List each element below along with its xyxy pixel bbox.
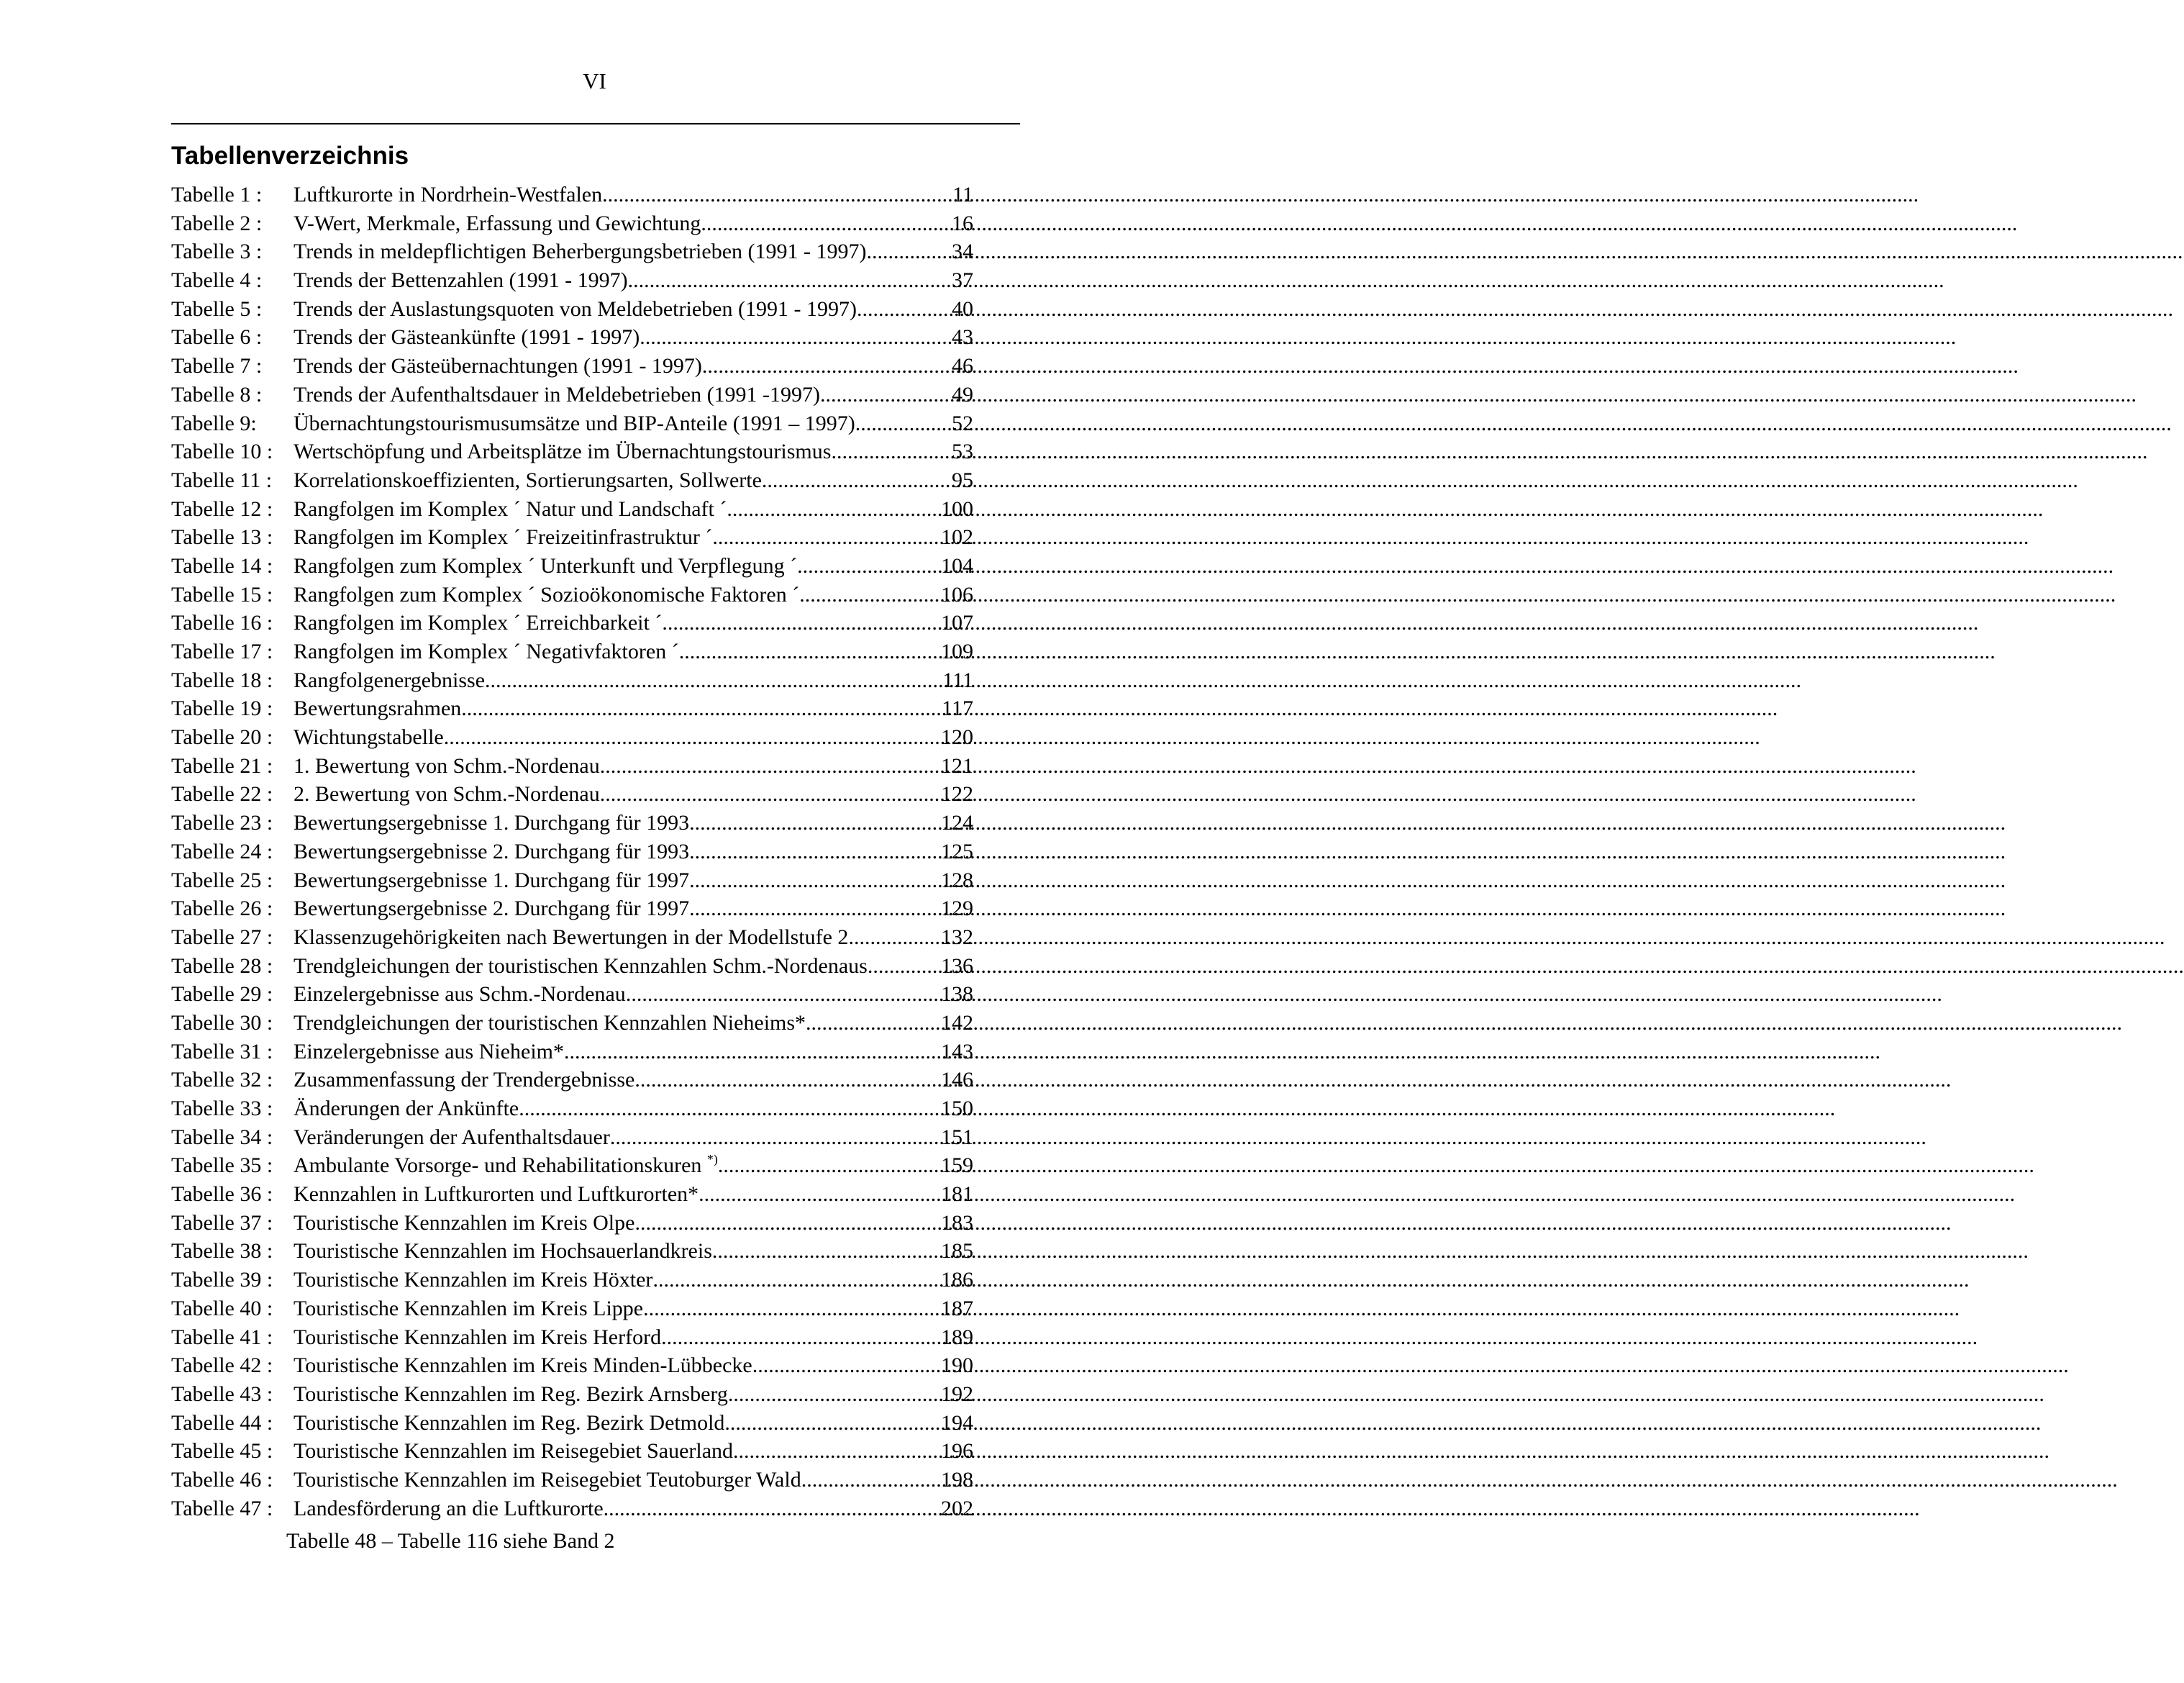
toc-entry-label: Tabelle 4 : [171,268,263,293]
toc-entry-title [294,1437,733,1466]
dot-leader [662,609,941,638]
toc-entry [171,209,973,238]
toc-entry-title-text: Rangfolgenergebnisse [294,668,486,692]
toc-entry-label: Tabelle 33 : [171,1097,273,1120]
toc-entry-label: Tabelle 41 : [171,1325,273,1349]
toc-entry-page: 100 [941,496,973,521]
toc-entry-label: Tabelle 26 : [171,897,273,921]
toc-entry-title-text: Einzelergebnisse aus Nieheim* [294,1039,564,1063]
toc-entry-label: Tabelle 25 : [171,868,273,892]
toc-entry-label: Tabelle 30 : [171,1010,273,1035]
toc-entry-title-text: Touristische Kennzahlen im Kreis Olpe [294,1210,635,1235]
toc-entry [171,1437,973,1466]
dot-leader [602,181,952,209]
toc-entry-page: 183 [941,1210,973,1235]
toc-entry-title-text: Trends der Aufenthaltsdauer in Meldebetrieben (1991 -1997) [294,382,821,407]
dot-leader [724,1409,941,1438]
toc-entry-title [294,1066,634,1094]
toc-entry-title-text: Touristische Kennzahlen im Reg. Bezirk Arnsberg [294,1382,728,1406]
toc-entry-title [294,666,485,695]
toc-entry-title [294,466,762,495]
toc-entry-label: Tabelle 14 : [171,553,273,578]
toc-entry-title-text: Trends der Gästeankünfte (1991 - 1997) [294,325,640,350]
toc-entry-label: Tabelle 34 : [171,1125,273,1149]
toc-entry-title-text: Bewertungsergebnisse 2. Durchgang für 1993 [294,839,690,863]
toc-entry-title [294,866,689,895]
toc-entry-label: Tabelle 35 : [171,1153,273,1178]
toc-entry-title-text: Touristische Kennzahlen im Kreis Höxter [294,1268,653,1292]
toc-entry [171,1209,973,1238]
toc-entry-page: 11 [952,183,973,207]
page-number: VI [583,68,606,94]
toc-entry-label: Tabelle 9: [171,411,257,435]
toc-entry-page: 132 [941,925,973,949]
toc-entry-label: Tabelle 20 : [171,725,273,750]
dot-leader [634,1209,941,1238]
toc-entry-title-text: Trends der Auslastungsquoten von Meldebetrieben (1991 - 1997) [294,296,857,321]
toc-entry-page: 185 [941,1239,973,1264]
toc-entry [171,838,973,866]
toc-entry-title-text: Touristische Kennzahlen im Kreis Minden-Lübbecke [294,1353,752,1378]
toc-entry-title-text: Rangfolgen im Komplex ´ Freizeitinfrastruktur ´ [294,525,713,550]
dot-leader [689,894,941,923]
toc-entry-label: Tabelle 5 : [171,296,263,321]
toc-entry-label: Tabelle 29 : [171,982,273,1007]
toc-entry [171,752,973,781]
toc-entry-page: 121 [941,753,973,778]
dot-leader [831,437,952,466]
dot-leader [799,581,941,609]
toc-entry-title [294,1380,728,1409]
dot-leader [689,838,941,866]
dot-leader [867,237,952,266]
toc-entry-title-text: Einzelergebnisse aus Schm.-Nordenau [294,982,626,1007]
toc-entry-title-text: Wichtungstabelle [294,725,444,750]
toc-entry-title [294,581,799,609]
toc-entry-title-text: Touristische Kennzahlen im Kreis Herford [294,1325,662,1349]
dot-leader [848,923,941,952]
toc-entry-title [294,1237,712,1266]
toc-entry-page: 187 [941,1296,973,1320]
toc-entry-title [294,352,702,381]
toc-entry-page: 159 [941,1153,973,1178]
toc-entry [171,666,973,695]
toc-entry-title-text: Touristische Kennzahlen im Reisegebiet Teutoburger Wald [294,1467,801,1492]
volume-note: Tabelle 48 – Tabelle 116 siehe Band 2 [286,1529,615,1553]
toc-entry-label: Tabelle 19 : [171,697,273,721]
toc-entry-title-text: Bewertungsrahmen [294,697,462,721]
toc-entry-label: Tabelle 22 : [171,782,273,807]
toc-entry [171,1351,973,1380]
toc-entry-page: 106 [941,582,973,607]
toc-entry [171,1466,973,1494]
toc-entry-title [294,894,689,923]
toc-entry [171,1494,973,1523]
dot-leader [797,552,941,581]
toc-entry-title [294,1494,604,1523]
toc-entry-title [294,1151,718,1180]
toc-entry-page: 189 [941,1325,973,1349]
toc-entry-label: Tabelle 16 : [171,611,273,635]
toc-entry-label: Tabelle 2 : [171,211,263,235]
toc-entry-title [294,266,628,295]
toc-entry-page: 150 [941,1097,973,1120]
toc-entry-title-text: Trends der Bettenzahlen (1991 - 1997) [294,268,628,293]
dot-leader [661,1323,941,1352]
dot-leader [855,409,952,438]
toc-entry [171,1266,973,1294]
dot-leader [820,381,952,409]
toc-entry [171,466,973,495]
toc-entry-label: Tabelle 47 : [171,1496,273,1520]
toc-entry-title-text: Wertschöpfung und Arbeitsplätze im Übernachtungstourismus [294,440,832,464]
toc-entry-label: Tabelle 37 : [171,1210,273,1235]
toc-entry [171,1038,973,1066]
toc-entry-title [294,780,600,809]
toc-entry-label: Tabelle 10 : [171,440,273,464]
toc-entry-title-text: Rangfolgen im Komplex ´ Erreichbarkeit ´ [294,611,663,635]
toc-entry-title [294,923,848,952]
toc-entry-page: 37 [952,268,973,293]
toc-entry-title [294,838,689,866]
toc-entry-title [294,323,640,352]
toc-entry [171,1094,973,1123]
toc-entry-page: 186 [941,1268,973,1292]
toc-entry-label: Tabelle 44 : [171,1410,273,1435]
toc-entry-page: 49 [952,382,973,407]
toc-entry-page: 146 [941,1068,973,1092]
toc-entry [171,495,973,524]
toc-entry-title [294,809,689,838]
toc-entry [171,952,973,981]
toc-entry [171,181,973,209]
toc-entry [171,638,973,666]
toc-entry-title [294,609,662,638]
toc-entry-title [294,723,444,752]
toc-entry-label: Tabelle 24 : [171,839,273,863]
toc-entry-page: 52 [952,411,973,435]
toc-entry-title-text: Übernachtungstourismusumsätze und BIP-Anteile (1991 – 1997) [294,411,855,435]
toc-entry-page: 192 [941,1382,973,1406]
toc-entry-label: Tabelle 3 : [171,240,263,264]
toc-entry-label: Tabelle 13 : [171,525,273,550]
toc-entry [171,1237,973,1266]
toc-entry-page: 196 [941,1439,973,1464]
dot-leader [689,809,941,838]
footnote-marker: *) [706,1152,718,1167]
toc-entry [171,1066,973,1094]
toc-entry [171,409,973,438]
toc-entry-page: 142 [941,1010,973,1035]
toc-entry-title [294,1294,643,1323]
toc-entry-page: 198 [941,1467,973,1492]
toc-entry-label: Tabelle 6 : [171,325,263,350]
dot-leader [857,295,952,324]
toc-entry [171,723,973,752]
toc-entry-title-text: Veränderungen der Aufenthaltsdauer [294,1125,610,1149]
toc-entry-title [294,181,602,209]
toc-entry-label: Tabelle 39 : [171,1268,273,1292]
toc-entry-title-text: Bewertungsergebnisse 2. Durchgang für 1997 [294,897,690,921]
dot-leader [564,1038,941,1066]
toc-entry-page: 40 [952,296,973,321]
dot-leader [640,323,952,352]
toc-entry-title [294,552,797,581]
toc-entry [171,1323,973,1352]
toc-entry [171,609,973,638]
toc-entry-title [294,1351,752,1380]
toc-entry-page: 43 [952,325,973,350]
toc-entry-title-text: Klassenzugehörigkeiten nach Bewertungen in der Modellstufe 2 [294,925,849,949]
toc-entry-title-text: Touristische Kennzahlen im Reg. Bezirk Detmold [294,1410,725,1435]
dot-leader [718,1151,941,1180]
toc-entry-label: Tabelle 28 : [171,953,273,978]
toc-entry-page: 143 [941,1039,973,1063]
dot-leader [519,1094,941,1123]
toc-entry-page: 46 [952,354,973,378]
toc-entry-label: Tabelle 18 : [171,668,273,692]
toc-entry-label: Tabelle 21 : [171,753,273,778]
toc-entry-page: 53 [952,440,973,464]
toc-entry-title [294,437,831,466]
toc-entry-title [294,409,855,438]
dot-leader [610,1123,941,1152]
toc-entry [171,1294,973,1323]
toc-entry-page: 136 [941,953,973,978]
toc-entry-title-text: Bewertungsergebnisse 1. Durchgang für 1993 [294,811,690,835]
toc-entry-title [294,1009,806,1038]
dot-leader [728,1380,941,1409]
dot-leader [806,1009,941,1038]
toc-entry-title [294,1266,652,1294]
toc-entry-title [294,381,820,409]
dot-leader [699,1180,941,1209]
toc-entry-page: 95 [952,468,973,492]
toc-entry-title [294,1466,801,1494]
dot-leader [461,694,942,723]
toc-entry-page: 109 [941,640,973,663]
toc-entry-page: 128 [941,868,973,892]
dot-leader [652,1266,941,1294]
toc-entry [171,894,973,923]
toc-entry-label: Tabelle 36 : [171,1182,273,1207]
toc-entry [171,437,973,466]
toc-entry-label: Tabelle 45 : [171,1439,273,1464]
toc-entry-title-text: Trends in meldepflichtigen Beherbergungsbetrieben (1991 - 1997) [294,240,867,264]
toc-entry-title-text: Ambulante Vorsorge- und Rehabilitationskuren [294,1153,702,1178]
toc-entry-title [294,237,867,266]
toc-entry-title-text: V-Wert, Merkmale, Erfassung und Gewichtung [294,211,701,235]
toc-entry [171,323,973,352]
toc-entry-title [294,523,712,552]
toc-entry-title-text: 1. Bewertung von Schm.-Nordenau [294,753,600,778]
toc-entry [171,1009,973,1038]
toc-entry-label: Tabelle 1 : [171,183,263,207]
toc-entry-title [294,1180,699,1209]
toc-entry [171,266,973,295]
toc-entry-title-text: Trends der Gästeübernachtungen (1991 - 1997) [294,354,702,378]
toc-entry-page: 194 [941,1410,973,1435]
toc-entry [171,694,973,723]
toc-entry-page: 107 [941,611,973,635]
dot-leader [689,866,941,895]
dot-leader [712,523,941,552]
dot-leader [634,1066,941,1094]
toc-entry-label: Tabelle 32 : [171,1068,273,1092]
page-heading: Tabellenverzeichnis [171,142,409,170]
toc-entry-label: Tabelle 31 : [171,1039,273,1063]
toc-entry-page: 202 [941,1496,973,1520]
toc-entry-title-text: Rangfolgen im Komplex ´ Natur und Landschaft ´ [294,496,727,521]
toc-entry-label: Tabelle 27 : [171,925,273,949]
toc-entry-title-text: Touristische Kennzahlen im Hochsauerlandkreis [294,1239,712,1264]
toc-entry-label: Tabelle 8 : [171,382,263,407]
toc-entry-title-text: Trendgleichungen der touristischen Kennzahlen Nieheims* [294,1010,806,1035]
toc-entry-label: Tabelle 40 : [171,1296,273,1320]
toc-entry-label: Tabelle 38 : [171,1239,273,1264]
dot-leader [604,1494,941,1523]
toc-entry-page: 190 [941,1353,973,1378]
toc-entry [171,237,973,266]
toc-entry-page: 124 [941,811,973,835]
toc-entry-page: 104 [941,553,973,578]
toc-entry-title-text: Rangfolgen im Komplex ´ Negativfaktoren ´ [294,640,679,663]
toc-entry-label: Tabelle 15 : [171,582,273,607]
toc-entry [171,1380,973,1409]
toc-entry-page: 151 [941,1125,973,1149]
toc-entry-title [294,980,626,1009]
toc-entry-label: Tabelle 17 : [171,640,273,663]
dot-leader [444,723,941,752]
toc-entry-label: Tabelle 11 : [171,468,273,492]
toc-entry-title [294,1409,724,1438]
toc-entry-title [294,752,600,781]
toc-entry [171,980,973,1009]
toc-entry-title [294,638,679,666]
dot-leader [626,980,941,1009]
toc-entry [171,780,973,809]
toc-entry-title-text: Rangfolgen zum Komplex ´ Sozioökonomische Faktoren ´ [294,582,800,607]
toc-entry-title [294,1038,564,1066]
toc-entry [171,352,973,381]
toc-entry-title [294,952,868,981]
toc-entry [171,523,973,552]
toc-entry-label: Tabelle 42 : [171,1353,273,1378]
toc-entry [171,581,973,609]
toc-entry-title-text: Rangfolgen zum Komplex ´ Unterkunft und Verpflegung ´ [294,553,798,578]
toc-entry-title-text: Änderungen der Ankünfte [294,1097,519,1120]
toc-entry-title-text: Trendgleichungen der touristischen Kennzahlen Schm.-Nordenaus [294,953,868,978]
toc-entry-label: Tabelle 46 : [171,1467,273,1492]
toc-entry [171,1180,973,1209]
toc-entry-title [294,295,857,324]
toc-entry-title-text: Korrelationskoeffizienten, Sortierungsarten, Sollwerte [294,468,762,492]
toc-entry-page: 138 [941,982,973,1007]
toc-entry-page: 102 [941,525,973,550]
toc-entry [171,1409,973,1438]
toc-entry-title-text: Touristische Kennzahlen im Reisegebiet Sauerland [294,1439,734,1464]
toc-entry [171,809,973,838]
toc-entry [171,866,973,895]
toc-entry-title-text: Bewertungsergebnisse 1. Durchgang für 1997 [294,868,690,892]
dot-leader [868,952,941,981]
dot-leader [733,1437,941,1466]
toc-entry-title-text: 2. Bewertung von Schm.-Nordenau [294,782,600,807]
dot-leader [485,666,942,695]
dot-leader [801,1466,941,1494]
toc-entry-title-text: Kennzahlen in Luftkurorten und Luftkurorten* [294,1182,699,1207]
dot-leader [679,638,941,666]
toc-entry-page: 129 [941,897,973,921]
toc-entry-page: 181 [941,1182,973,1207]
toc-entry [171,552,973,581]
toc-entry-title [294,1209,634,1238]
dot-leader [628,266,952,295]
toc-entry [171,923,973,952]
toc-entry-label: Tabelle 12 : [171,496,273,521]
toc-entry-label: Tabelle 7 : [171,354,263,378]
toc-entry-title-text: Zusammenfassung der Trendergebnisse [294,1068,635,1092]
toc-entry-title-text: Luftkurorte in Nordrhein-Westfalen [294,183,603,207]
toc-entry-page: 34 [952,240,973,264]
toc-entry-title [294,1323,661,1352]
toc-entry-title [294,694,461,723]
toc-entry-label: Tabelle 43 : [171,1382,273,1406]
toc-entry-page: 16 [952,211,973,235]
dot-leader [762,466,952,495]
dot-leader [712,1237,941,1266]
toc-entry [171,381,973,409]
dot-leader [727,495,941,524]
toc-entry-page: 125 [941,839,973,863]
dot-leader [600,752,941,781]
toc-entry-page: 120 [941,725,973,750]
dot-leader [752,1351,941,1380]
dot-leader [643,1294,941,1323]
toc-entry [171,1123,973,1152]
toc-entry-title-text: Touristische Kennzahlen im Kreis Lippe [294,1296,644,1320]
dot-leader [701,209,952,238]
toc-entry-page: 122 [941,782,973,807]
dot-leader [702,352,952,381]
table-of-contents [171,181,973,1523]
toc-entry-title [294,495,727,524]
toc-entry-title [294,209,701,238]
toc-entry-title [294,1123,610,1152]
toc-entry-title [294,1094,519,1123]
toc-entry-title-text: Landesförderung an die Luftkurorte [294,1496,604,1520]
toc-entry [171,295,973,324]
toc-entry-page: 117 [942,697,973,721]
toc-entry-label: Tabelle 23 : [171,811,273,835]
dot-leader [600,780,941,809]
toc-entry [171,1151,973,1180]
header-divider [171,123,1020,124]
toc-entry-page: 111 [942,668,973,692]
